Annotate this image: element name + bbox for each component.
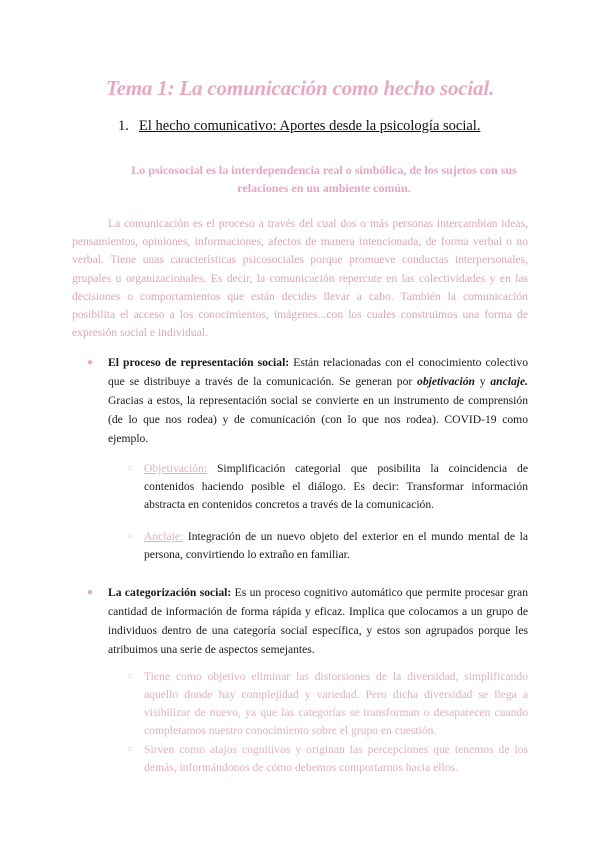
sub-text: Integración de un nuevo objeto del exterior en el mundo mental de la persona, convirtiendo lo extraño en familiar. [144, 530, 528, 561]
circle-bullet-icon: ○ [127, 671, 134, 682]
bullet-term: El proceso de representación social: [108, 356, 290, 369]
bullet-dot-icon: ● [87, 357, 94, 368]
section-heading-text: El hecho comunicativo: Aportes desde la psicología social. [139, 118, 481, 134]
bullet-representacion-social [87, 353, 529, 448]
document-title: Tema 1: La comunicación como hecho social. [105, 76, 495, 100]
keyword-objetivacion: objetivación [417, 375, 475, 388]
sub-item-anclaje [127, 528, 528, 564]
sub-text: Simplificación categorial que posibilita la coincidencia de contenidos haciendo posible el diálogo. Es decir: Transformar información abstracta en contenidos concretos a través de la comunicación. [144, 462, 528, 511]
bullet-text: Están relacionadas con el conocimiento colectivo que se distribuye a través de la comunicación. Se generan por [108, 356, 528, 388]
sub-text: Tiene como objetivo eliminar las distorsiones de la diversidad, simplificando aquello donde hay complejidad y variedad. Pero dicha diversidad se llega a visibilizar de nuevo, ya que las categorías se transforman o desaparecen cuando completamos nuestro conocimiento sobre el grupo en cuestión. [144, 670, 528, 737]
sub-text: Sirven como atajos cognitivos y originan las percepciones que tenemos de los demás, informándonos de cómo debemos comportarnos hacia ellos. [144, 743, 528, 774]
keyword-anclaje: anclaje. [490, 375, 529, 388]
sub-item-objetivo [127, 668, 528, 740]
bullet-dot-icon: ● [87, 587, 94, 598]
circle-bullet-icon: ○ [127, 463, 134, 474]
sub-item-objetivacion [127, 460, 528, 514]
sub-term: Anclaje: [144, 530, 184, 543]
sub-term: Objetivación: [144, 462, 208, 475]
bullet-text-join: y [474, 375, 491, 388]
bullet-categorizacion-social [87, 583, 528, 659]
section-heading [118, 118, 480, 135]
bullet-term: La categorización social: [108, 586, 232, 599]
definition-paragraph: Lo psicosocial es la interdependencia real o simbólica, de los sujetos con sus relaciones en un ambiente común. [131, 163, 517, 195]
intro-paragraph: La comunicación es el proceso a través del cual dos o más personas intercambian ideas, pensamientos, opiniones, informaciones, afectos de manera intencionada, de forma verbal o no verbal. Tiene unas características psicosociales porque promueve conductas interpersonales, grupales u organizacionales. Es decir, la comunicación repercute en las colectividades y en las decisiones o comportamientos que están decides llevar a cabo. También la comunicación posibilita el acceso a los conocimientos, imágenes...con los cuales construimos una forma de expresión social e individual. [72, 217, 528, 340]
bullet-text: Es un proceso cognitivo automático que permite procesar gran cantidad de información de forma rápida y eficaz. Implica que colocamos a un grupo de individuos dentro de una categoría social específica, y estos son agrupados porque les atribuimos una serie de aspectos semejantes. [108, 586, 528, 656]
bullet-text-cont: Gracias a estos, la representación social se convierte en un instrumento de comprensión (de lo que nos rodea) y de comunicación (con lo que nos rodea). COVID-19 como ejemplo. [108, 394, 528, 445]
circle-bullet-icon: ○ [127, 531, 134, 542]
circle-bullet-icon: ○ [127, 744, 134, 755]
section-number: 1. [118, 118, 129, 134]
sub-item-atajos [127, 741, 528, 777]
